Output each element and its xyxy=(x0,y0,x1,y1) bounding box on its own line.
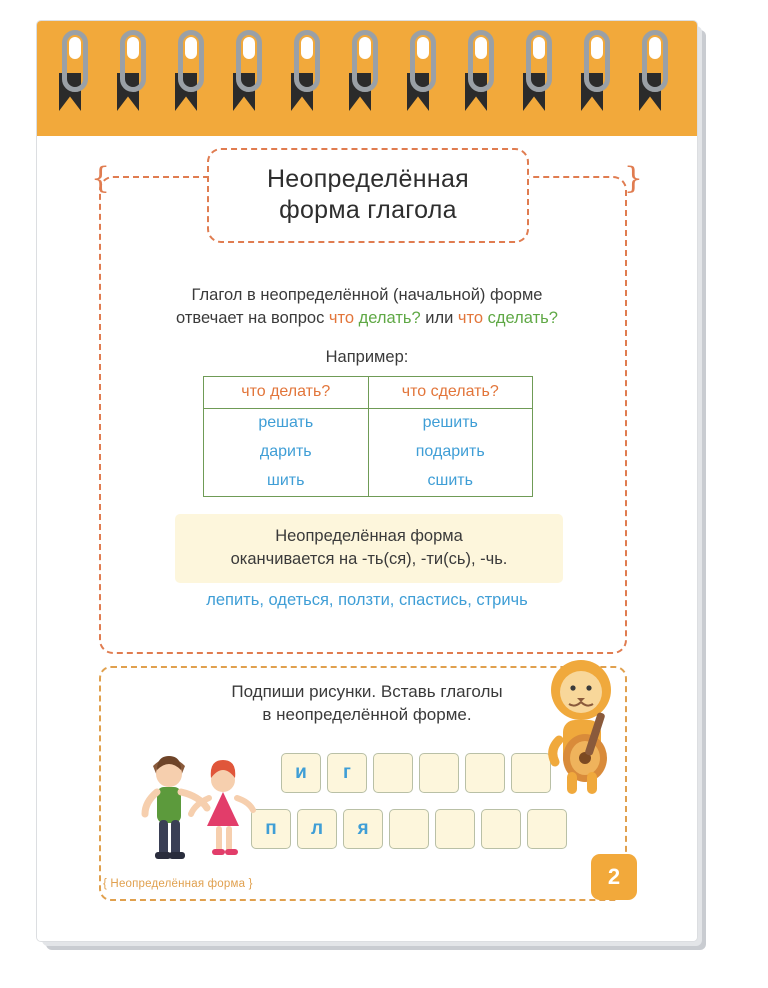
intro-line-1: Глагол в неопределённой (начальной) форме xyxy=(191,286,543,304)
task-instruction-line-1: Подпиши рисунки. Вставь глаголы xyxy=(231,682,503,701)
children-illustration xyxy=(113,714,283,874)
table-cell: подарить xyxy=(368,438,533,467)
table-header-cell-2: что сделать? xyxy=(368,377,533,409)
table-cell: сшить xyxy=(368,467,533,497)
puzzle-cell[interactable]: п xyxy=(251,809,291,849)
rule-callout xyxy=(175,514,563,583)
question-2-word-chto: что xyxy=(457,309,484,328)
table-cell: решать xyxy=(204,409,369,439)
puzzle-cell[interactable] xyxy=(465,753,505,793)
decorative-brace-left: { xyxy=(91,161,111,196)
table-header-row xyxy=(204,377,533,409)
question-2-word-sdelat: сделать? xyxy=(483,309,558,328)
task-instruction-line-2: в неопределённой форме. xyxy=(262,704,472,724)
puzzle-cell[interactable] xyxy=(389,809,429,849)
intro-paragraph xyxy=(37,284,697,331)
example-label: Например: xyxy=(325,348,409,366)
puzzle-cell[interactable]: я xyxy=(343,809,383,849)
table-row xyxy=(204,467,533,497)
table-header-cell-1: что делать? xyxy=(204,377,369,409)
puzzle-cell[interactable]: л xyxy=(297,809,337,849)
verb-forms-table xyxy=(203,376,533,497)
notepad-card xyxy=(36,20,698,942)
rule-line-1: Неопределённая форма xyxy=(275,527,463,545)
page-title-line-1: Неопределённая xyxy=(266,165,470,193)
table-cell: решить xyxy=(368,409,533,439)
table-row xyxy=(204,409,533,439)
footer-topic-tag: { Неопределённая форма } xyxy=(103,878,253,890)
table-row xyxy=(204,438,533,467)
puzzle-cell[interactable] xyxy=(527,809,567,849)
rule-line-2: оканчивается на -ть(ся), -ти(сь), -чь. xyxy=(230,550,508,569)
examples-list: лепить, одеться, ползти, спастись, стричь xyxy=(206,591,528,609)
decorative-brace-right: } xyxy=(623,161,643,196)
intro-line-2-lead: отвечает на вопрос xyxy=(176,309,329,328)
table-cell: шить xyxy=(204,467,369,497)
puzzle-cell[interactable]: г xyxy=(327,753,367,793)
intro-conjunction: или xyxy=(420,309,458,328)
puzzle-cell[interactable] xyxy=(435,809,475,849)
table-cell: дарить xyxy=(204,438,369,467)
puzzle-cell[interactable] xyxy=(481,809,521,849)
puzzle-cell[interactable] xyxy=(419,753,459,793)
word-puzzle-row-2 xyxy=(251,809,567,849)
word-puzzle-row-1 xyxy=(281,753,551,793)
question-1-word-chto: что xyxy=(328,309,355,328)
page-number-badge: 2 xyxy=(591,854,637,900)
intro-line-2 xyxy=(37,307,697,330)
worksheet-sheet xyxy=(37,136,697,941)
page-title xyxy=(207,148,529,243)
lion-with-guitar-illustration xyxy=(529,654,639,804)
puzzle-cell[interactable]: и xyxy=(281,753,321,793)
puzzle-cell[interactable] xyxy=(373,753,413,793)
page-title-line-2: форма глагола xyxy=(279,195,457,224)
question-1-word-delat: делать? xyxy=(354,309,421,328)
